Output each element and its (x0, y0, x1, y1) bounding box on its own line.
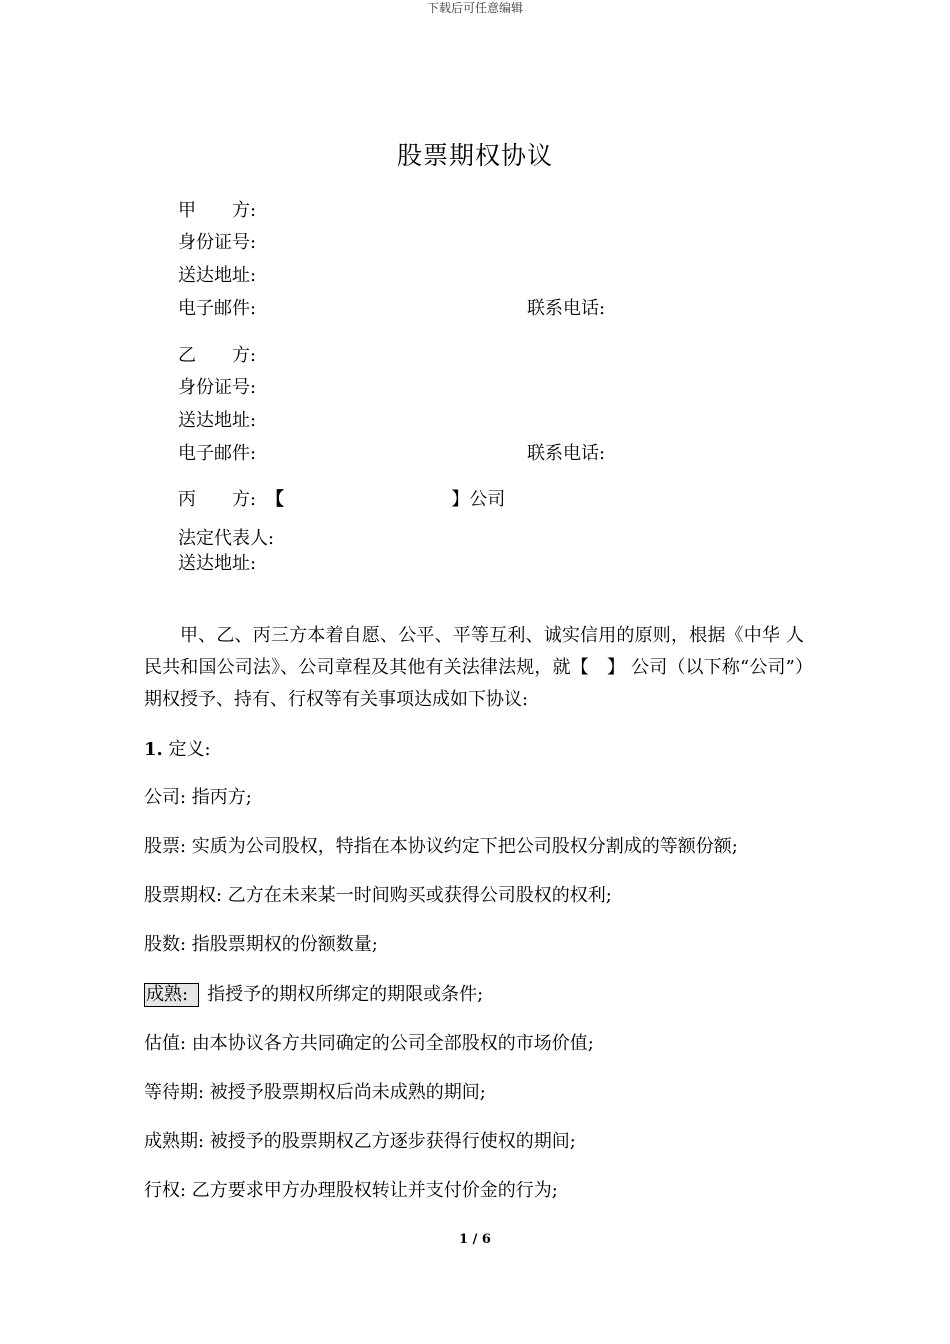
party-c-name-label: 丙 方: (178, 489, 257, 510)
vesting-definition: 指授予的期权所绑定的期限或条件; (207, 984, 484, 1005)
party-b-phone-label: 联系电话: (527, 443, 606, 464)
party-c-name-row (178, 489, 505, 511)
party-b-address-label: 送达地址: (178, 410, 257, 431)
company-bracket-open: 【 (265, 489, 284, 510)
party-a-email-label: 电子邮件: (178, 298, 257, 319)
section-1-heading (144, 738, 211, 762)
party-c-rep-label: 法定代表人: (178, 528, 275, 549)
header-note: 下载后可任意编辑 (426, 1, 523, 15)
definition-vesting-period: 成熟期: 被授予的股票期权乙方逐步获得行使权的期间; (144, 1131, 576, 1152)
party-c-address-label: 送达地址: (178, 553, 257, 574)
vesting-term-highlight: 成熟: (144, 983, 199, 1007)
section-1-title: 定义: (168, 739, 211, 760)
definition-company: 公司: 指丙方; (144, 787, 252, 808)
company-bracket-close: 】公司 (451, 489, 506, 510)
definition-waiting-period: 等待期: 被授予股票期权后尚未成熟的期间; (144, 1082, 486, 1103)
party-a-name-label: 甲 方: (178, 200, 257, 221)
definition-exercise: 行权: 乙方要求甲方办理股权转让并支付价金的行为; (144, 1180, 558, 1201)
party-a-address-label: 送达地址: (178, 265, 257, 286)
party-b-id-label: 身份证号: (178, 377, 257, 398)
document-title: 股票期权协议 (396, 141, 553, 170)
definition-share-count: 股数: 指股票期权的份额数量; (144, 934, 378, 955)
party-b-email-label: 电子邮件: (178, 443, 257, 464)
section-1-number: 1. (144, 739, 163, 760)
definition-vesting (144, 983, 483, 1007)
definition-stock: 股票: 实质为公司股权，特指在本协议约定下把公司股权分割成的等额份额; (144, 836, 738, 857)
party-a-id-label: 身份证号: (178, 232, 257, 253)
definition-valuation: 估值: 由本协议各方共同确定的公司全部股权的市场价值; (144, 1033, 594, 1054)
party-a-phone-label: 联系电话: (527, 298, 606, 319)
party-b-name-label: 乙 方: (178, 345, 257, 366)
page-number: 1 / 6 (459, 1232, 491, 1247)
intro-paragraph: 甲、乙、丙三方本着自愿、公平、平等互利、诚实信用的原则，根据《中华 人民共和国公司法》、公司章程及其他有关法律法规，就【 】 公司（以下称“公司”）期权授予、持有、行权等有关事项达成如下协议: (144, 625, 804, 710)
definition-stock-option: 股票期权: 乙方在未来某一时间购买或获得公司股权的权利; (144, 885, 612, 906)
